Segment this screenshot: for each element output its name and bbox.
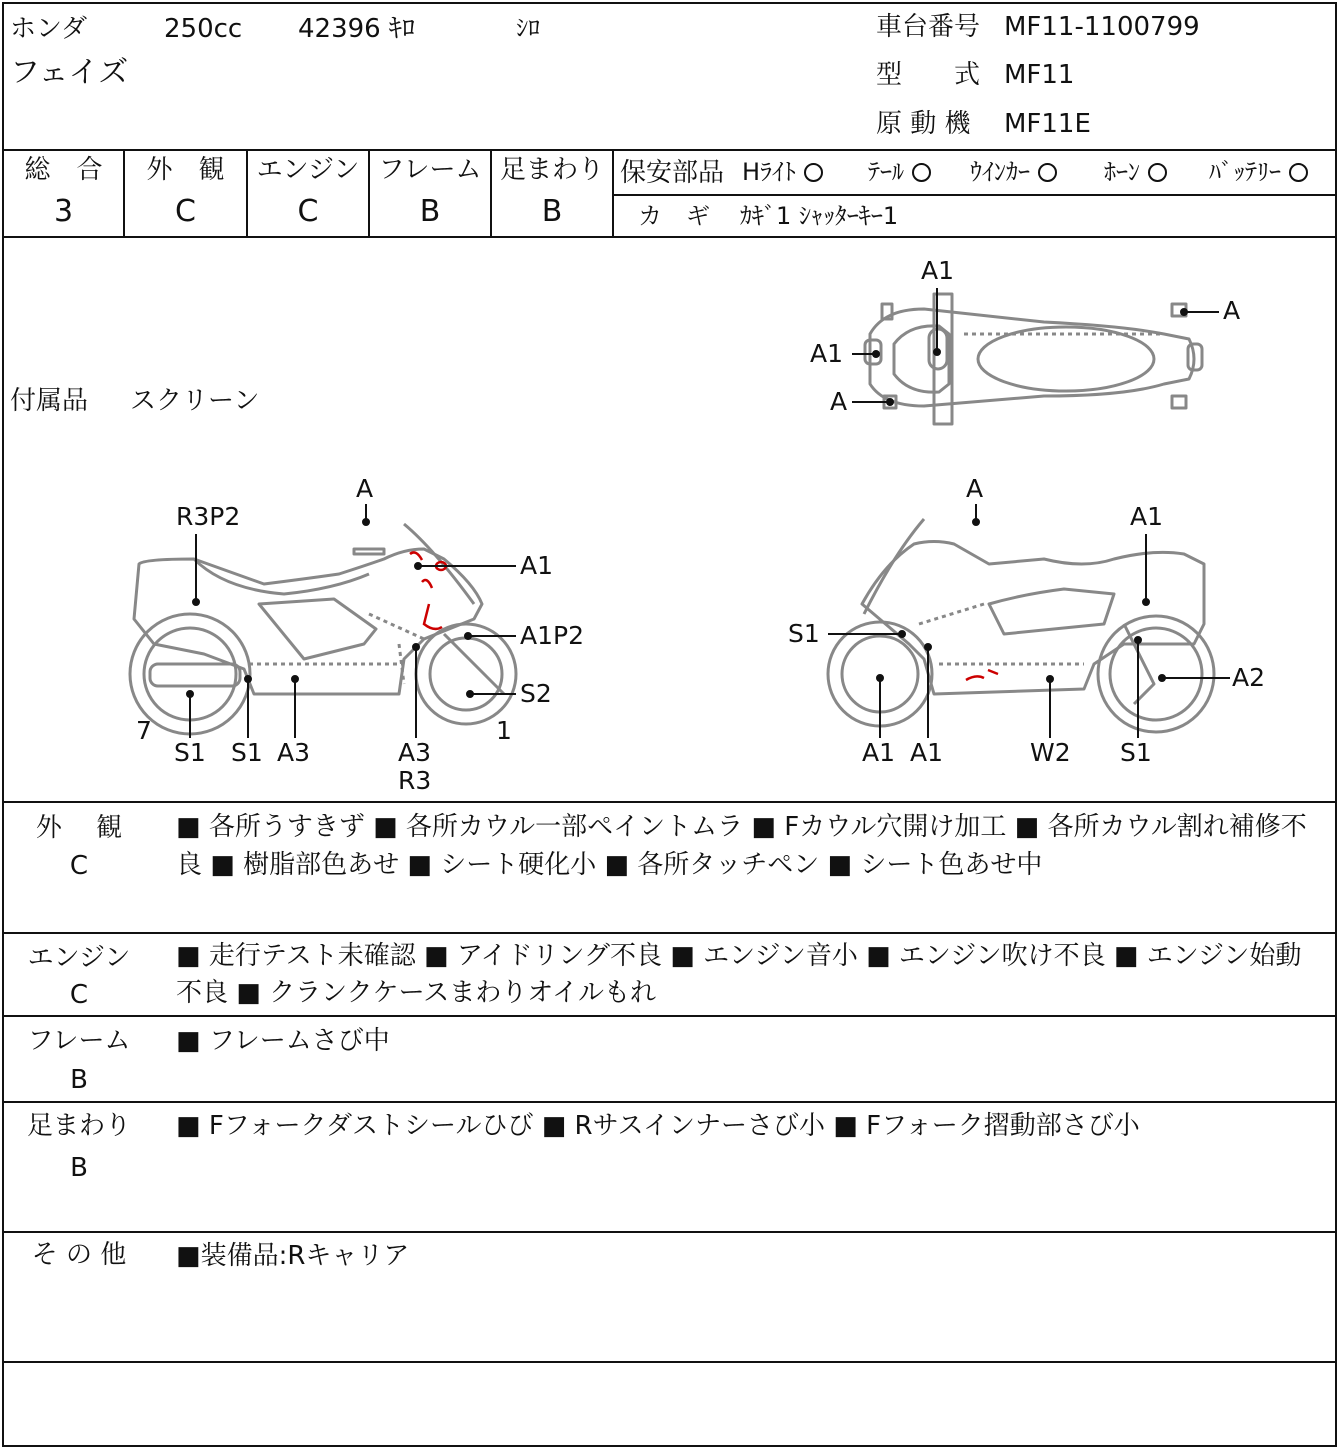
section-suspension-label: 足まわり	[26, 1111, 131, 1141]
safety-label: 保安部品	[620, 158, 725, 188]
diagram-label: A	[966, 474, 984, 503]
diagram-label: A1	[910, 738, 944, 767]
damage-mark-red	[966, 670, 998, 680]
engine-label: 原 動 機	[876, 109, 971, 139]
type-value: MF11	[1004, 60, 1075, 90]
grade-suspension-value: B	[541, 194, 563, 229]
accessories-label: 付属品	[10, 386, 89, 416]
safety-item-battery: ﾊﾞｯﾃﾘｰ	[1209, 160, 1308, 184]
section-other-text: ■装備品:Rキャリア	[176, 1241, 410, 1271]
diagram-label: S1	[1120, 738, 1152, 767]
diagram-label: A3	[398, 738, 432, 767]
grade-total-value: 3	[53, 194, 74, 229]
divider	[4, 1361, 1335, 1363]
diagram-label: A2	[1232, 663, 1266, 692]
scooter-diagrams	[4, 4, 1339, 804]
key-value: ｶｷﾞ1 ｼｬｯﾀｰｷｰ1	[740, 202, 899, 230]
diagram-label: 1	[496, 716, 512, 745]
safety-item-tail: ﾃｰﾙ	[868, 160, 931, 184]
scooter-right-view	[828, 519, 1214, 732]
maker: ホンダ	[10, 14, 87, 44]
diagram-label: A	[356, 474, 374, 503]
diagram-label: 7	[136, 716, 152, 745]
diagram-label: A1	[921, 256, 955, 285]
diagram-label: S1	[174, 738, 206, 767]
divider	[4, 1231, 1335, 1233]
diagram-label: A1	[810, 339, 844, 368]
section-frame-grade: B	[70, 1065, 88, 1095]
diagram-label: S1	[231, 738, 263, 767]
grade-engine-label: エンジン	[256, 155, 360, 185]
diagram-label: A3	[277, 738, 311, 767]
diagram-label: A1P2	[520, 621, 584, 650]
diagram-label: W2	[1030, 738, 1071, 767]
diagram-label: R3P2	[176, 502, 241, 531]
safety-item-horn: ﾎｰﾝ	[1104, 160, 1167, 184]
grade-exterior-value: C	[175, 194, 196, 229]
key-label: カ ギ	[638, 202, 710, 230]
diagram-label: R3	[398, 766, 432, 795]
section-other-label: そ の 他	[31, 1240, 127, 1270]
engine-value: MF11E	[1004, 109, 1091, 139]
grade-engine-value: C	[297, 194, 319, 229]
scooter-top-view	[865, 294, 1202, 424]
section-engine-label: エンジン	[27, 943, 131, 973]
diagram-label: A1	[520, 551, 554, 580]
grade-frame-label: フレーム	[378, 155, 482, 185]
section-suspension-text: ■ Fフォークダストシールひび ■ Rサスインナーさび小 ■ Fフォーク摺動部さび小	[176, 1111, 1140, 1141]
grade-suspension-label: 足まわり	[499, 155, 604, 185]
accessories-value: スクリーン	[130, 386, 260, 416]
frame-no: MF11-1100799	[1004, 12, 1200, 42]
section-exterior-label: 外 観	[35, 813, 123, 843]
diagram-label: A1	[862, 738, 896, 767]
inspection-sheet	[2, 2, 1337, 1447]
leader-lines	[187, 288, 1230, 738]
mileage: 42396 ｷﾛ	[298, 14, 415, 44]
displacement: 250cc	[164, 14, 243, 44]
divider	[4, 1015, 1335, 1017]
section-engine-text: ■ 走行テスト未確認 ■ アイドリング不良 ■ エンジン音小 ■ エンジン吹け不良 ■ エンジン始動不良 ■ クランクケースまわりオイルもれ	[176, 941, 1302, 1008]
frame-no-label: 車台番号	[876, 12, 981, 42]
diagram-label: S1	[788, 619, 820, 648]
scooter-left-view	[130, 524, 516, 734]
model-name: フェイズ	[10, 55, 129, 90]
section-frame-text: ■ フレームさび中	[176, 1026, 390, 1056]
section-exterior-text: ■ 各所うすきず ■ 各所カウル一部ペイントムラ ■ Fカウル穴開け加工 ■ 各所カウル割れ補修不良 ■ 樹脂部色あせ ■ シート硬化小 ■ 各所タッチペン ■ シート色あせ中	[176, 812, 1307, 880]
grade-exterior-label: 外 観	[146, 155, 225, 185]
section-suspension-grade: B	[70, 1153, 88, 1183]
diagram-label: A	[1223, 296, 1241, 325]
safety-item-winker: ｳｲﾝｶｰ	[970, 160, 1057, 184]
section-engine-grade: C	[69, 980, 89, 1010]
divider	[4, 932, 1335, 934]
section-frame-label: フレーム	[27, 1026, 131, 1056]
color: ｼﾛ	[516, 14, 540, 42]
diagram-label: A1	[1130, 502, 1164, 531]
safety-item-headlight: Hﾗｲﾄ	[742, 160, 823, 184]
grade-total-label: 総 合	[24, 155, 103, 185]
divider	[4, 1101, 1335, 1103]
section-exterior-grade: C	[69, 851, 89, 881]
diagram-label: S2	[520, 679, 552, 708]
type-label: 型 式	[876, 60, 981, 90]
grade-frame-value: B	[419, 194, 441, 229]
diagram-label: A	[830, 387, 848, 416]
